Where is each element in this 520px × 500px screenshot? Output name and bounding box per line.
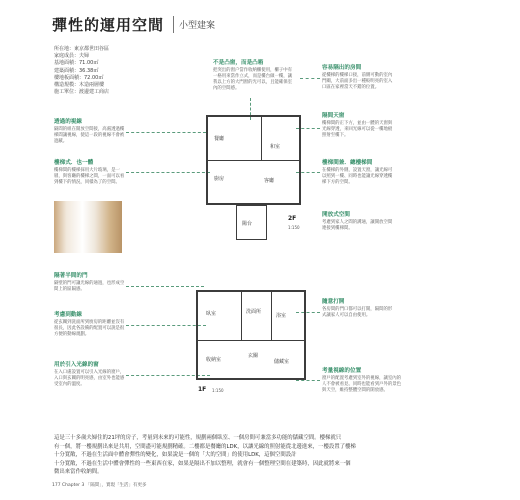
scale-1f: 1:150 bbox=[212, 388, 224, 393]
body-line: 有一個，將一樓規劃出來是共用，空間盡可能規劃精確。二樓都是餐廳的LDK，以讓光線的照射能從北邊進來，一樓設置了樓梯 bbox=[54, 443, 356, 450]
note-bay-box bbox=[213, 58, 293, 92]
note-body: 隔間的組在開放空間接，高處透過樓梯間讓視線，使這一段的視線不會被遮蔽。 bbox=[54, 127, 125, 144]
note-title: 不是凸窗，而是凸箱 bbox=[213, 60, 264, 66]
body-line: 微出來當作收納間。 bbox=[54, 469, 103, 475]
note-title: 容易隔出的房間 bbox=[322, 65, 362, 71]
note-title: 隔間天窗 bbox=[322, 113, 345, 119]
leader-line bbox=[126, 286, 204, 287]
leader-line bbox=[126, 172, 210, 173]
room-label: 廚房 bbox=[214, 176, 225, 182]
note-title: 考慮到動線 bbox=[54, 312, 82, 318]
interior-photo bbox=[54, 201, 122, 253]
note-body: 在樓梯的外側，設置天窗，讓光線可以照到一樓、同時也能讓光線穿透樓梯下方的空間。 bbox=[322, 168, 393, 185]
leader-line bbox=[126, 132, 206, 133]
floor-tag-1f: 1F bbox=[198, 386, 207, 393]
room-label: 收納室 bbox=[206, 357, 222, 363]
room-label: 餐廳 bbox=[214, 136, 225, 142]
note-body: 從樓梯的樓梯口接，前側可動的室內門關，大前面多出一種較明亮的室入口區在家裡當天不錯的位置。 bbox=[322, 73, 393, 90]
scale-2f: 1:150 bbox=[288, 225, 300, 230]
note-title: 開放式空間 bbox=[322, 212, 350, 218]
info-family: 家庭成員：夫婦 bbox=[54, 53, 90, 60]
floor-tag-2f: 2F bbox=[288, 215, 297, 222]
floor-plan-2f bbox=[206, 115, 301, 240]
note-half-door bbox=[54, 271, 126, 293]
note-view-line bbox=[54, 117, 126, 145]
note-body: 考慮到家人之間的溝通，讓開放空間連接到樓梯間。 bbox=[322, 220, 393, 231]
note-body: 在入口處設置可以引入光線的窗戶，入口與玄關的明亮感，由室外也能感受室內的溫度。 bbox=[54, 370, 125, 387]
leader-line bbox=[126, 325, 206, 326]
note-title: 隔著半間的門 bbox=[54, 273, 88, 279]
note-open-freely bbox=[322, 297, 394, 319]
title-divider bbox=[173, 16, 174, 33]
note-family-space bbox=[322, 210, 394, 232]
body-line: 這是三十多歲夫婦住的21坪的房子，考量到未來的可能性，規劃兩個臥室、一個房間可兼當多功能的儲藏空間。樓梯就只 bbox=[54, 435, 342, 441]
page-footer: 177 Chapter 3 「隔間」，實現「生活」有更多 bbox=[52, 483, 147, 488]
note-body: 隔壁的門可讓光線的通過，也形成空間上的區隔感。 bbox=[54, 281, 125, 292]
body-text bbox=[54, 434, 464, 477]
note-body: 把突出的窗户當作收納櫃使用，櫃子中有一格用來當作立式，而是樓台做一樓，讓我以上方的大門窗的光可以，且能確保室內的空間感。 bbox=[213, 68, 293, 91]
page-subtitle: 小型建案 bbox=[179, 21, 216, 31]
note-title: 考量視線的位置 bbox=[322, 368, 362, 374]
note-room-divide bbox=[322, 63, 394, 91]
info-location: 所在地：東京都世田谷區 bbox=[54, 46, 110, 52]
note-body: 樓梯間的樓梯採用大片玻璃，是一層，與客廳的樓梯之間，一面可以看到樓下的情況，同樣為了的空間。 bbox=[54, 168, 125, 185]
note-entrance-window bbox=[54, 360, 126, 388]
note-title: 樓梯間兼．總樓梯間 bbox=[322, 160, 373, 166]
note-body: 從玄關到洗面所到廚房的距離並沒有很長，因此各設備的配置可以說是很方便的動線規劃。 bbox=[54, 320, 125, 337]
room-label: 玄關 bbox=[248, 353, 259, 359]
note-title: 樓梯式．也一體 bbox=[54, 160, 94, 166]
note-body: 窗戶的配置考慮到室外的視線，讓室內的人不會被看見、同時也能看到戶外的景色與天空，維持整體空間的開放感。 bbox=[322, 376, 402, 393]
room-label: 客廳 bbox=[264, 178, 275, 184]
floor-plan-1f bbox=[196, 290, 306, 400]
note-stair bbox=[54, 158, 126, 186]
info-structure: 構造規模：木造兩層樓 bbox=[54, 82, 105, 89]
info-building-area: 建築面積：36.38㎡ bbox=[54, 67, 99, 74]
room-label: 和室 bbox=[270, 144, 281, 150]
note-title: 透過的視線 bbox=[54, 119, 82, 125]
note-sightline bbox=[322, 366, 404, 394]
room-label: 洗面所 bbox=[246, 309, 262, 315]
room-label: 儲藏室 bbox=[274, 359, 290, 365]
note-title: 用於引入光線的窗 bbox=[54, 362, 99, 368]
note-body: 各房間的門口都可以打開，隔間的形式讓家人可以自由使用。 bbox=[322, 307, 393, 318]
info-site-area: 基地面積：71.00㎡ bbox=[54, 60, 99, 67]
page-title: 彈性的運用空間 bbox=[52, 16, 165, 34]
note-title: 隨意打開 bbox=[322, 299, 345, 305]
note-open-space bbox=[322, 158, 394, 186]
leader-line bbox=[300, 78, 320, 79]
room-label: 浴室 bbox=[276, 313, 287, 319]
note-skylight bbox=[322, 111, 394, 139]
body-line: 十分寬敞，不過在生活面中體會彈性的變化，如果說是一個的「大的空間」的使用LDK，這個空間設計 bbox=[54, 452, 297, 458]
note-circulation bbox=[54, 310, 126, 338]
project-info bbox=[54, 46, 174, 96]
room-label: 臥室 bbox=[206, 311, 217, 317]
note-body: 樓梯間的正下方，並由一體的天窗與光線穿透，來回光線可以從一樓地板照射至樓下。 bbox=[322, 121, 393, 138]
info-builder: 施工單位：渡邊建工商店 bbox=[54, 89, 110, 96]
room-label: 陽台 bbox=[242, 221, 253, 227]
body-line: 十分寬敞，不過在生活中體會彈性的一些東西在家，如果是隔出不加以整理，就會有一個整理空間在建築時，因此就將來一個 bbox=[54, 460, 351, 467]
info-floor-area: 樓地板面積：72.00㎡ bbox=[54, 74, 104, 81]
